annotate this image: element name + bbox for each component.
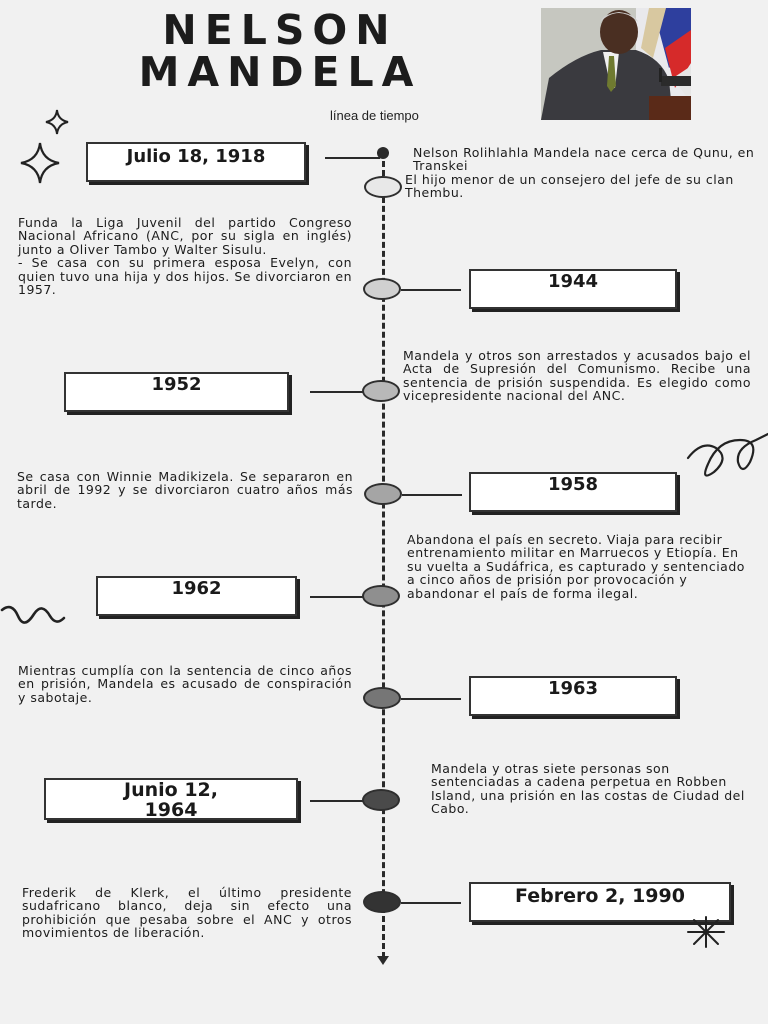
squiggle-doodle-icon <box>0 598 66 634</box>
date-box-1990: Febrero 2, 1990 <box>469 882 731 922</box>
timeline-node <box>364 176 402 198</box>
event-text-1918: Nelson Rolihlahla Mandela nace cerca de Qunu, en Transkei El hijo menor de un consejero del jefe de su clan Thembu. <box>405 145 755 201</box>
event-text-1952: Mandela y otros son arrestados y acusados bajo el Acta de Supresión del Comunismo. Recibe una sentencia de prisión suspendida. Es elegido como vicepresidente nacional del ANC. <box>403 348 751 404</box>
title-line-2: MANDELA <box>138 48 422 96</box>
timeline-node <box>362 380 400 402</box>
event-text-1944: Funda la Liga Juvenil del partido Congreso Nacional Africano (ANC, por su sigla en inglés) junto a Oliver Tambo y Walter Sisulu. - Se casa con su primera esposa Evelyn, con quien tuvo una hija y dos hijos. Se divorciaron en 1957. <box>18 215 352 298</box>
sparkle-small-icon <box>44 108 70 136</box>
connector <box>402 494 462 496</box>
date-box-1918: Julio 18, 1918 <box>86 142 306 182</box>
event-text-1964: Mandela y otras siete personas son sentenciadas a cadena perpetua en Robben Island, una prisión en las costas de Ciudad del Cabo. <box>431 761 745 817</box>
timeline-node <box>362 789 400 811</box>
date-box-1952: 1952 <box>64 372 289 412</box>
sparkle-large-icon <box>18 140 62 186</box>
event-text-1990: Frederik de Klerk, el último presidente sudafricano blanco, deja sin efecto una prohibición que pesaba sobre el ANC y otros movimientos de liberación. <box>22 885 352 941</box>
event-text-1958: Se casa con Winnie Madikizela. Se separaron en abril de 1992 y se divorciaron cuatro años más tarde. <box>17 469 353 511</box>
loop-doodle-icon <box>684 426 768 486</box>
timeline-arrow <box>377 956 389 965</box>
date-box-1964 <box>44 778 298 820</box>
connector <box>401 902 461 904</box>
timeline-node <box>362 585 400 607</box>
connector <box>325 157 380 159</box>
timeline-line <box>382 152 385 958</box>
connector <box>310 800 363 802</box>
date-line-1: Junio 12, <box>124 779 218 801</box>
timeline-node <box>364 483 402 505</box>
connector <box>401 289 461 291</box>
timeline-node <box>363 687 401 709</box>
connector <box>401 698 461 700</box>
title-line-1: NELSON <box>162 6 398 54</box>
date-box-1944: 1944 <box>469 269 677 309</box>
date-box-1962: 1962 <box>96 576 297 616</box>
connector <box>310 596 363 598</box>
date-box-1958: 1958 <box>469 472 677 512</box>
page-subtitle: línea de tiempo <box>330 108 419 123</box>
timeline-node <box>363 278 401 300</box>
date-box-1963: 1963 <box>469 676 677 716</box>
date-line-2: 1964 <box>144 799 198 821</box>
event-text-1963: Mientras cumplía con la sentencia de cinco años en prisión, Mandela es acusado de conspiración y sabotaje. <box>18 663 352 705</box>
connector <box>310 391 363 393</box>
event-text-1962: Abandona el país en secreto. Viaja para recibir entrenamiento militar en Marruecos y Etiopía. En su vuelta a Sudáfrica, es capturado y sentenciado a cinco años de prisión por provocación y abandonar el país de forma ilegal. <box>407 532 745 601</box>
portrait-photo <box>541 8 691 120</box>
timeline-node <box>363 891 401 913</box>
starburst-doodle-icon <box>684 914 728 950</box>
